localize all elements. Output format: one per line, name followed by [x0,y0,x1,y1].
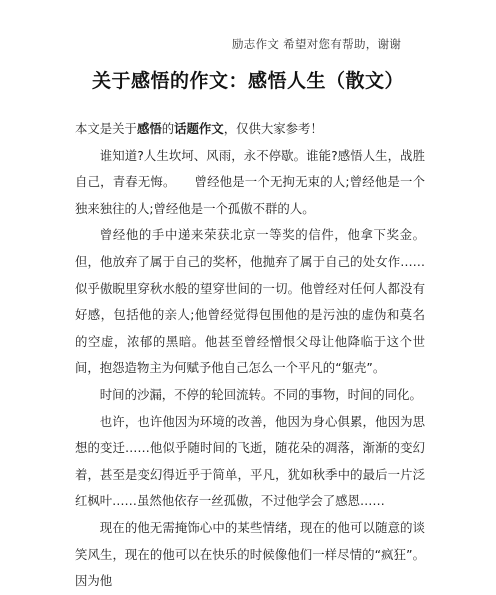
article-title: 关于感悟的作文：感悟人生（散文） [91,70,404,92]
paragraph-1: 谁知道?人生坎坷、风雨，永不停歇。谁能?感悟人生，战胜自己，青春无悔。 曾经他是一个无拘无束的人;曾经他是一个独来独往的人;曾经他是一个孤傲不群的人。 [75,147,425,216]
intro-keyword-topic: 感悟 [136,121,162,136]
paragraph-5: 现在的他无需掩饰心中的某些情绪，现在的他可以随意的谈笑风生，现在的他可以在快乐的时候像他们一样尽情的“疯狂”。因为他 [75,519,425,589]
paragraph-4: 也许，也许他因为环境的改善，他因为身心俱累，他因为思想的变迁……他似乎随时间的飞逝，随花朵的凋落，渐渐的变幻着，甚至是变幻得近乎于简单，平凡，犹如秋季中的最后一片泛红枫叶……虽然他依存一丝孤傲，不过他学会了感恩…… [75,413,425,509]
header-note: 励志作文 希望对您有帮助，谢谢 [232,37,402,51]
intro-paragraph [75,116,425,143]
intro-suffix: ，仅供大家参考！ [223,121,323,136]
intro-middle: 的 [161,121,175,136]
intro-prefix: 本文是关于 [75,121,137,136]
article-body [75,116,425,595]
paragraph-2: 曾经他的手中递来荣获北京一等奖的信件，他拿下奖金。但，他放弃了属于自己的奖杯，他抛弃了属于自己的处女作……似乎傲睨里穿秋水般的望穿世间的一切。他曾经对任何人都没有好感，包括他的亲人;他曾经觉得包围他的是污浊的虚伪和莫名的空虚，浓郁的黑暗。他甚至曾经憎恨父母让他降临于这个世间，抱怨造物主为何赋予他自己怎么一个平凡的“躯壳”。 [75,227,425,376]
intro-keyword-essay: 话题作文 [174,121,224,136]
paragraph-3: 时间的沙漏，不停的轮回流转。不同的事物，时间的同化。 [99,386,422,402]
